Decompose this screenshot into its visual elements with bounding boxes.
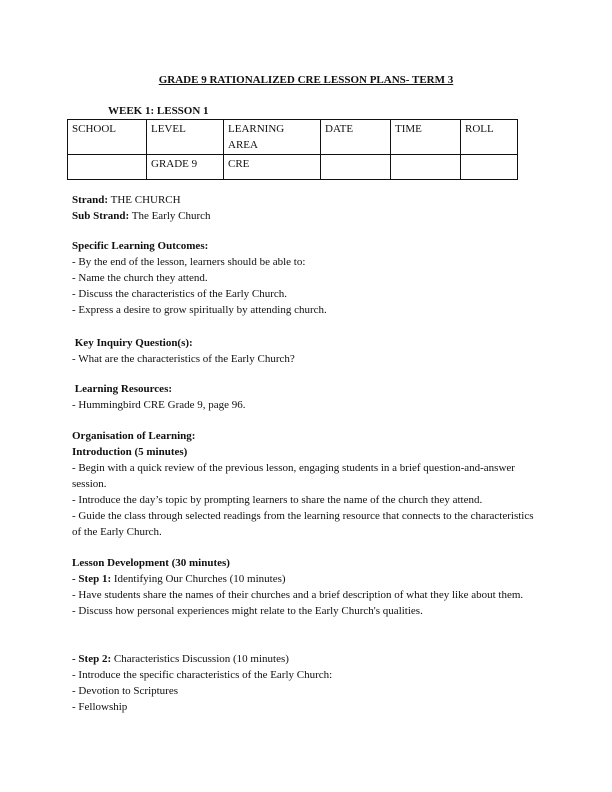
step1-title: Identifying Our Churches (10 minutes) [111,573,286,585]
strand-section [72,192,542,224]
development-heading: Lesson Development (30 minutes) [72,557,230,569]
resources-section [72,381,542,413]
list-item: - Discuss how personal experiences might relate to the Early Church's qualities. [72,605,423,617]
strand-value: THE CHURCH [108,194,181,206]
list-item: - Fellowship [72,701,128,713]
sub-strand-label: Sub Strand: [72,210,130,222]
inquiry-heading: Key Inquiry Question(s): [74,337,193,349]
list-item: - What are the characteristics of the Early Church? [72,353,295,365]
introduction-heading: Introduction (5 minutes) [72,446,188,458]
resources-heading: Learning Resources: [74,383,173,395]
list-item: - Begin with a quick review of the previous lesson, engaging students in a brief question-and-answer session. [72,462,515,490]
development-section [72,555,542,619]
cell-time [391,155,461,180]
cell-school [68,155,147,180]
sub-strand-value: The Early Church [129,210,211,222]
organisation-section [72,428,542,540]
header-level: LEVEL [147,120,224,155]
step2-section [72,651,542,715]
header-roll: ROLL [461,120,518,155]
list-item: - Introduce the specific characteristics of the Early Church: [72,669,333,681]
outcomes-heading: Specific Learning Outcomes: [72,240,209,252]
header-time: TIME [391,120,461,155]
strand-label: Strand: [72,194,109,206]
list-item: - Discuss the characteristics of the Early Church. [72,288,288,300]
cell-learning-area: CRE [224,155,321,180]
list-item: - By the end of the lesson, learners should be able to: [72,256,306,268]
list-item: - Express a desire to grow spiritually by attending church. [72,304,327,316]
list-item: - Guide the class through selected readings from the learning resource that connects to the characteristics of the Early Church. [72,510,534,538]
inquiry-section [72,335,542,367]
document-title: GRADE 9 RATIONALIZED CRE LESSON PLANS- TERM 3 [158,74,454,86]
list-item: - Have students share the names of their churches and a brief description of what they like about them. [72,589,524,601]
lesson-info-table [67,119,518,180]
cell-date [321,155,391,180]
header-date: DATE [321,120,391,155]
header-learning-area: LEARNING AREA [224,120,321,155]
organisation-heading: Organisation of Learning: [72,430,196,442]
cell-roll [461,155,518,180]
list-item: - Hummingbird CRE Grade 9, page 96. [72,399,246,411]
list-item: - Introduce the day’s topic by prompting learners to share the name of the church they attend. [72,494,483,506]
step1-label: - Step 1: [72,573,112,585]
week-heading: WEEK 1: LESSON 1 [108,105,209,117]
list-item: - Name the church they attend. [72,272,208,284]
outcomes-section [72,238,542,318]
cell-level: GRADE 9 [147,155,224,180]
step2-label: - Step 2: [72,653,112,665]
list-item: - Devotion to Scriptures [72,685,179,697]
header-school: SCHOOL [68,120,147,155]
step2-title: Characteristics Discussion (10 minutes) [111,653,289,665]
